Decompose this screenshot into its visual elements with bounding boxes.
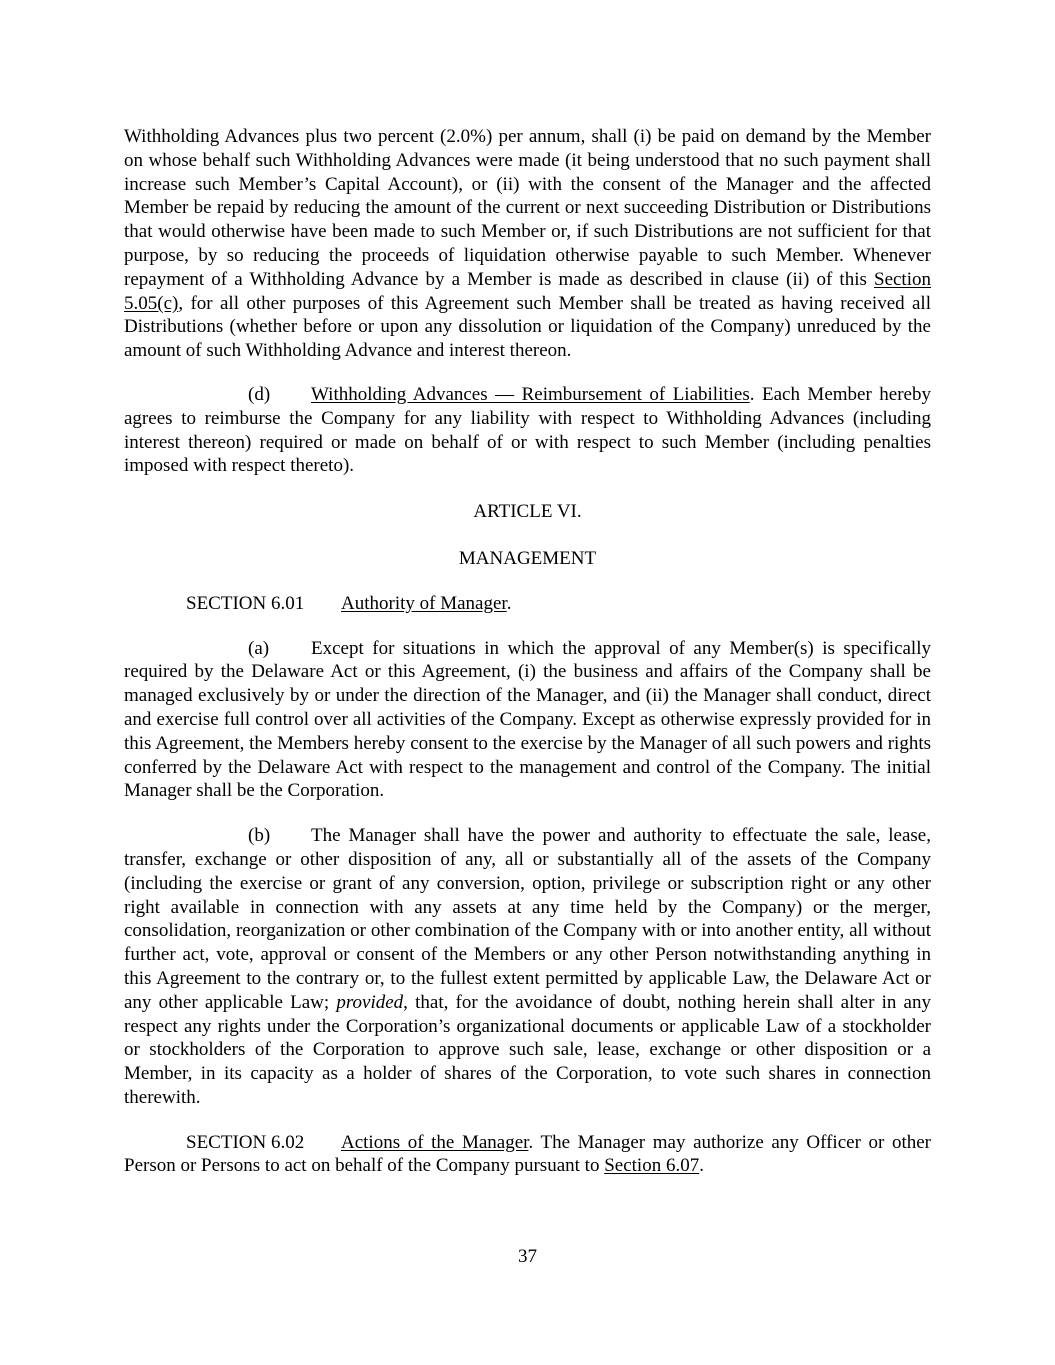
article-title: MANAGEMENT xyxy=(458,547,597,569)
article-number: ARTICLE VI. xyxy=(473,501,582,523)
section-6-02: SECTION 6.02 Actions of the Manager. The Manager may authorize any Officer or other Person or Persons to act on behalf of the Company pursuant to Section 6.07. xyxy=(124,1131,931,1177)
subsection-d: (d) Withholding Advances — Reimbursement of Liabilities. Each Member hereby agrees to reimburse the Company for any liability with respect to Withholding Advances (including interest thereon) required or made on behalf of or with respect to such Member (including penalties imposed with respect thereto). xyxy=(124,383,931,477)
subsection-b: (b) The Manager shall have the power and authority to effectuate the sale, lease, transfer, exchange or other disposition of any, all or substantially all of the assets of the Company (including the exercise or grant of any conversion, option, privilege or subscription right or any other right available in connection with any assets at any time held by the Company) or the merger, consolidation, reorganization or other combination of the Company with or into another entity, all without further act, vote, approval or consent of the Members or any other Person notwithstanding anything in this Agreement to the contrary or, to the fullest extent permitted by applicable Law, the Delaware Act or any other applicable Law; provided, that, for the avoidance of doubt, nothing herein shall alter in any respect any rights under the Corporation’s organizational documents or applicable Law of a stockholder or stockholders of the Corporation to approve such sale, lease, exchange or other disposition or a Member, in its capacity as a holder of shares of the Corporation, to vote such shares in connection therewith. xyxy=(124,825,931,1108)
document-page xyxy=(124,125,931,1178)
subsection-d-label: (d) xyxy=(248,383,271,405)
section-reference-6-07: Section 6.07 xyxy=(604,1155,700,1177)
section-reference-5-05c: Section 5.05(c) xyxy=(124,268,931,314)
section-6-02-title: Actions of the Manager xyxy=(341,1131,529,1153)
section-6-01-title: Authority of Manager xyxy=(341,592,507,614)
section-6-01-heading: SECTION 6.01 Authority of Manager. xyxy=(186,592,512,614)
subsection-b-label: (b) xyxy=(248,825,271,847)
page-number: 37 xyxy=(518,1246,537,1267)
subsection-d-heading: Withholding Advances — Reimbursement of Liabilities xyxy=(311,383,750,405)
subsection-a-label: (a) xyxy=(248,637,270,659)
provided-italic: provided xyxy=(336,991,404,1013)
section-6-01-number: SECTION 6.01 xyxy=(186,592,305,614)
paragraph-withholding-repayment: Withholding Advances plus two percent (2.0%) per annum, shall (i) be paid on demand by the Member on whose behalf such Withholding Advances were made (it being understood that no such payment shall increase such Member’s Capital Account), or (ii) with the consent of the Manager and the affected Member be repaid by reducing the amount of the current or next succeeding Distribution or Distributions that would otherwise have been made to such Member or, if such Distributions are not sufficient for that purpose, by so reducing the proceeds of liquidation otherwise payable to such Member. Whenever repayment of a Withholding Advance by a Member is made as described in clause (ii) of this Section 5.05(c), for all other purposes of this Agreement such Member shall be treated as having received all Distributions (whether before or upon any dissolution or liquidation of the Company) unreduced by the amount of such Withholding Advance and interest thereon. xyxy=(124,126,931,362)
section-6-02-number: SECTION 6.02 xyxy=(186,1131,305,1153)
subsection-a: (a) Except for situations in which the approval of any Member(s) is specifically required by the Delaware Act or this Agreement, (i) the business and affairs of the Company shall be managed exclusively by or under the direction of the Manager, and (ii) the Manager shall conduct, direct and exercise full control over all activities of the Company. Except as otherwise expressly provided for in this Agreement, the Members hereby consent to the exercise by the Manager of all such powers and rights conferred by the Delaware Act with respect to the management and control of the Company. The initial Manager shall be the Corporation. xyxy=(124,637,931,802)
